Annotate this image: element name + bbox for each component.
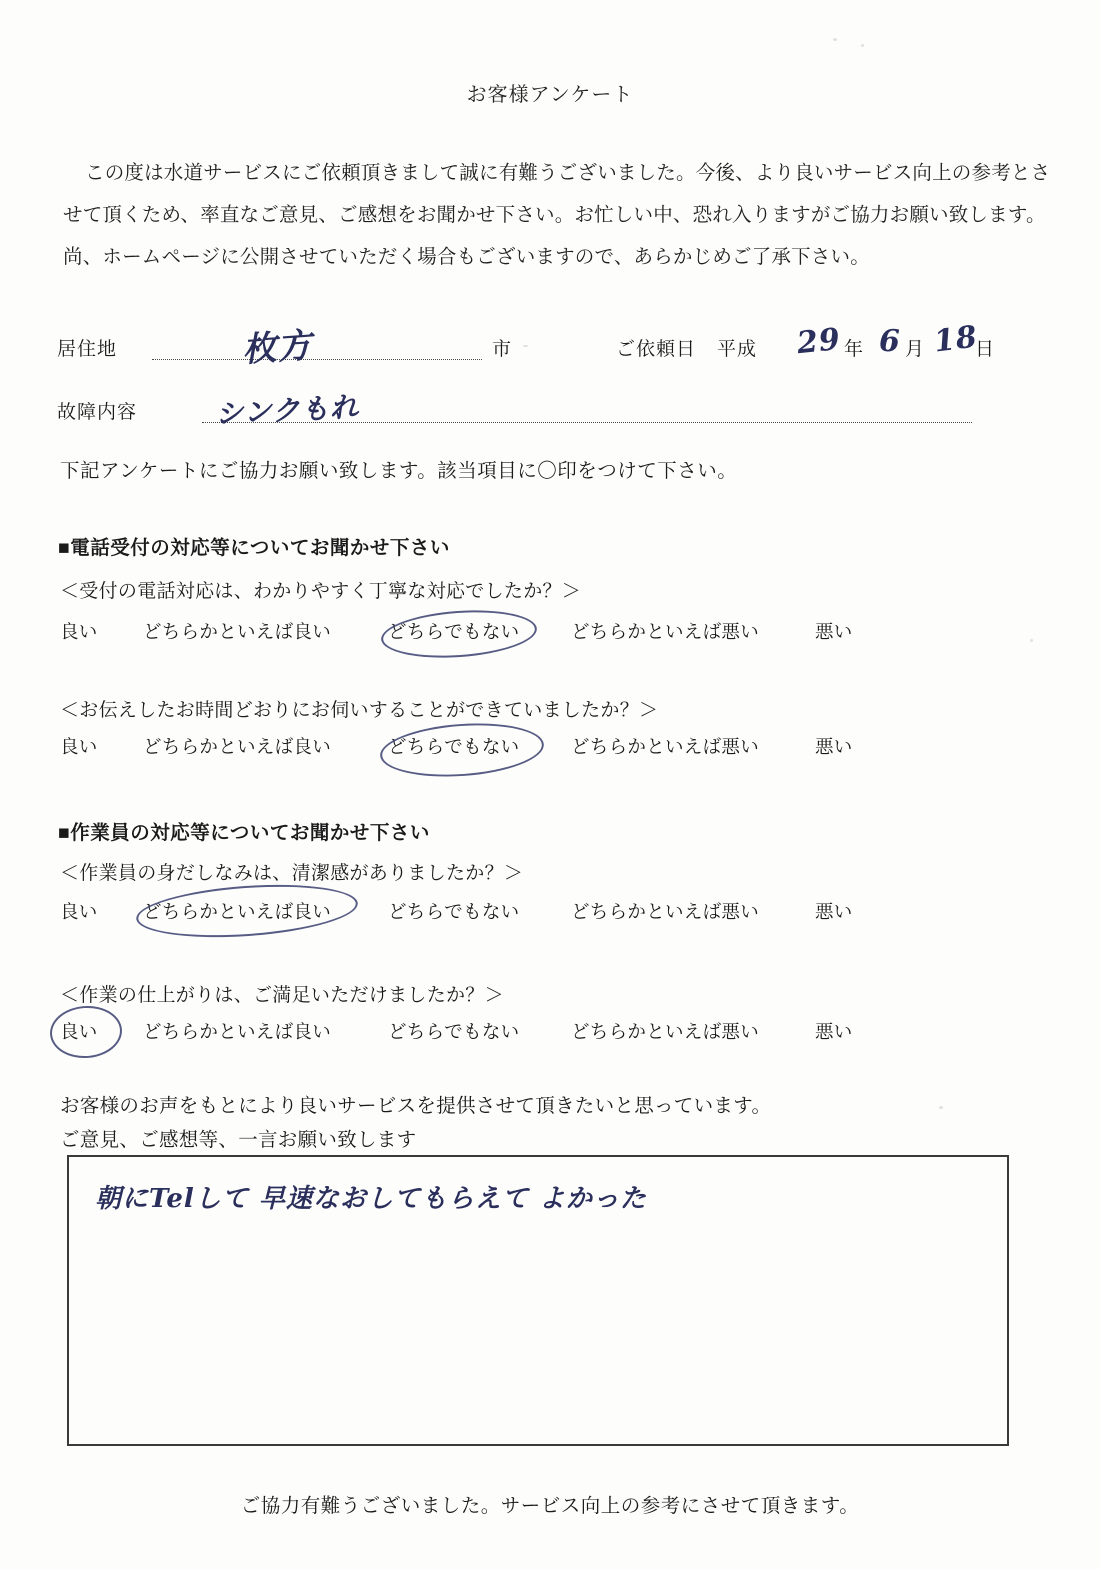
option-1-5[interactable]: 悪い	[815, 621, 853, 642]
option-1-3[interactable]: どちらでもない	[388, 621, 520, 642]
options-row-2	[60, 733, 1040, 763]
option-4-5[interactable]: 悪い	[815, 1021, 853, 1042]
option-4-2[interactable]: どちらかといえば良い	[143, 1021, 332, 1042]
option-2-4[interactable]: どちらかといえば悪い	[571, 736, 760, 757]
option-3-5[interactable]: 悪い	[815, 901, 853, 922]
closing-text-2: ご意見、ご感想等、一言お願い致します	[60, 1129, 417, 1151]
residence-value-handwriting: 枚方	[240, 325, 314, 371]
scan-speck	[833, 38, 837, 41]
day-unit: 日	[975, 339, 996, 360]
date-year-handwriting: 29	[795, 321, 843, 362]
option-1-1[interactable]: 良い	[60, 621, 98, 642]
question-text-2: ＜お伝えしたお時間どおりにお伺いすることができていましたか？＞	[60, 700, 659, 721]
section-heading-worker: ■作業員の対応等についてお聞かせ下さい	[58, 822, 430, 844]
residence-row	[57, 319, 1047, 371]
option-2-2[interactable]: どちらかといえば良い	[143, 736, 332, 757]
question-text-4: ＜作業の仕上がりは、ご満足いただけましたか？＞	[60, 985, 504, 1006]
residence-suffix: 市	[492, 339, 513, 360]
option-3-3[interactable]: どちらでもない	[388, 901, 520, 922]
scan-speck	[939, 1106, 943, 1109]
instruction-note: 下記アンケートにご協力お願い致します。該当項目に〇印をつけて下さい。	[60, 460, 738, 482]
option-3-4[interactable]: どちらかといえば悪い	[571, 901, 760, 922]
date-month-handwriting: 6	[879, 324, 901, 359]
option-2-3[interactable]: どちらでもない	[388, 736, 520, 757]
option-1-4[interactable]: どちらかといえば悪い	[571, 621, 760, 642]
options-row-4	[60, 1018, 1040, 1048]
trouble-value-handwriting: シンクもれ	[214, 390, 360, 431]
year-unit: 年	[844, 339, 865, 360]
closing-text-1: お客様のお声をもとにより良いサービスを提供させて頂きたいと思っています。	[60, 1095, 772, 1117]
options-row-3	[60, 898, 1040, 928]
option-2-5[interactable]: 悪い	[815, 736, 853, 757]
residence-writing-line	[152, 359, 482, 360]
comment-handwriting: 朝にTelして 早速なおしてもらえて よかった	[95, 1184, 647, 1214]
option-4-4[interactable]: どちらかといえば悪い	[571, 1021, 760, 1042]
option-3-2[interactable]: どちらかといえば良い	[143, 901, 332, 922]
thanks-text: ご協力有難うございました。サービス向上の参考にさせて頂きます。	[240, 1495, 860, 1517]
month-unit: 月	[905, 339, 926, 360]
option-3-1[interactable]: 良い	[60, 901, 98, 922]
intro-paragraph	[63, 152, 1063, 278]
section-heading-phone: ■電話受付の対応等についてお聞かせ下さい	[58, 537, 450, 559]
date-label: ご依頼日	[616, 339, 697, 360]
page-title: お客様アンケート	[466, 84, 634, 106]
scan-speck	[861, 44, 864, 47]
date-day-handwriting: 18	[932, 319, 980, 360]
question-text-3: ＜作業員の身だしなみは、清潔感がありましたか？＞	[60, 863, 524, 884]
intro-text: この度は水道サービスにご依頼頂きまして誠に有難うございました。今後、より良いサービス向上の参考とさせて頂くため、率直なご意見、ご感想をお聞かせ下さい。お忙しい中、恐れ入りますがご協力お願い致します。尚、ホームページに公開させていただく場合もございますので、あらかじめご了承下さい。	[63, 162, 1051, 268]
question-text-1: ＜受付の電話対応は、わかりやすく丁寧な対応でしたか？＞	[60, 581, 582, 602]
option-4-1[interactable]: 良い	[60, 1021, 98, 1042]
residence-label: 居住地	[57, 339, 118, 360]
trouble-label: 故障内容	[57, 402, 138, 423]
option-1-2[interactable]: どちらかといえば良い	[143, 621, 332, 642]
era-label: 平成	[717, 339, 758, 360]
options-row-1	[60, 618, 1040, 648]
option-2-1[interactable]: 良い	[60, 736, 98, 757]
option-4-3[interactable]: どちらでもない	[388, 1021, 520, 1042]
trouble-row	[57, 390, 1047, 431]
